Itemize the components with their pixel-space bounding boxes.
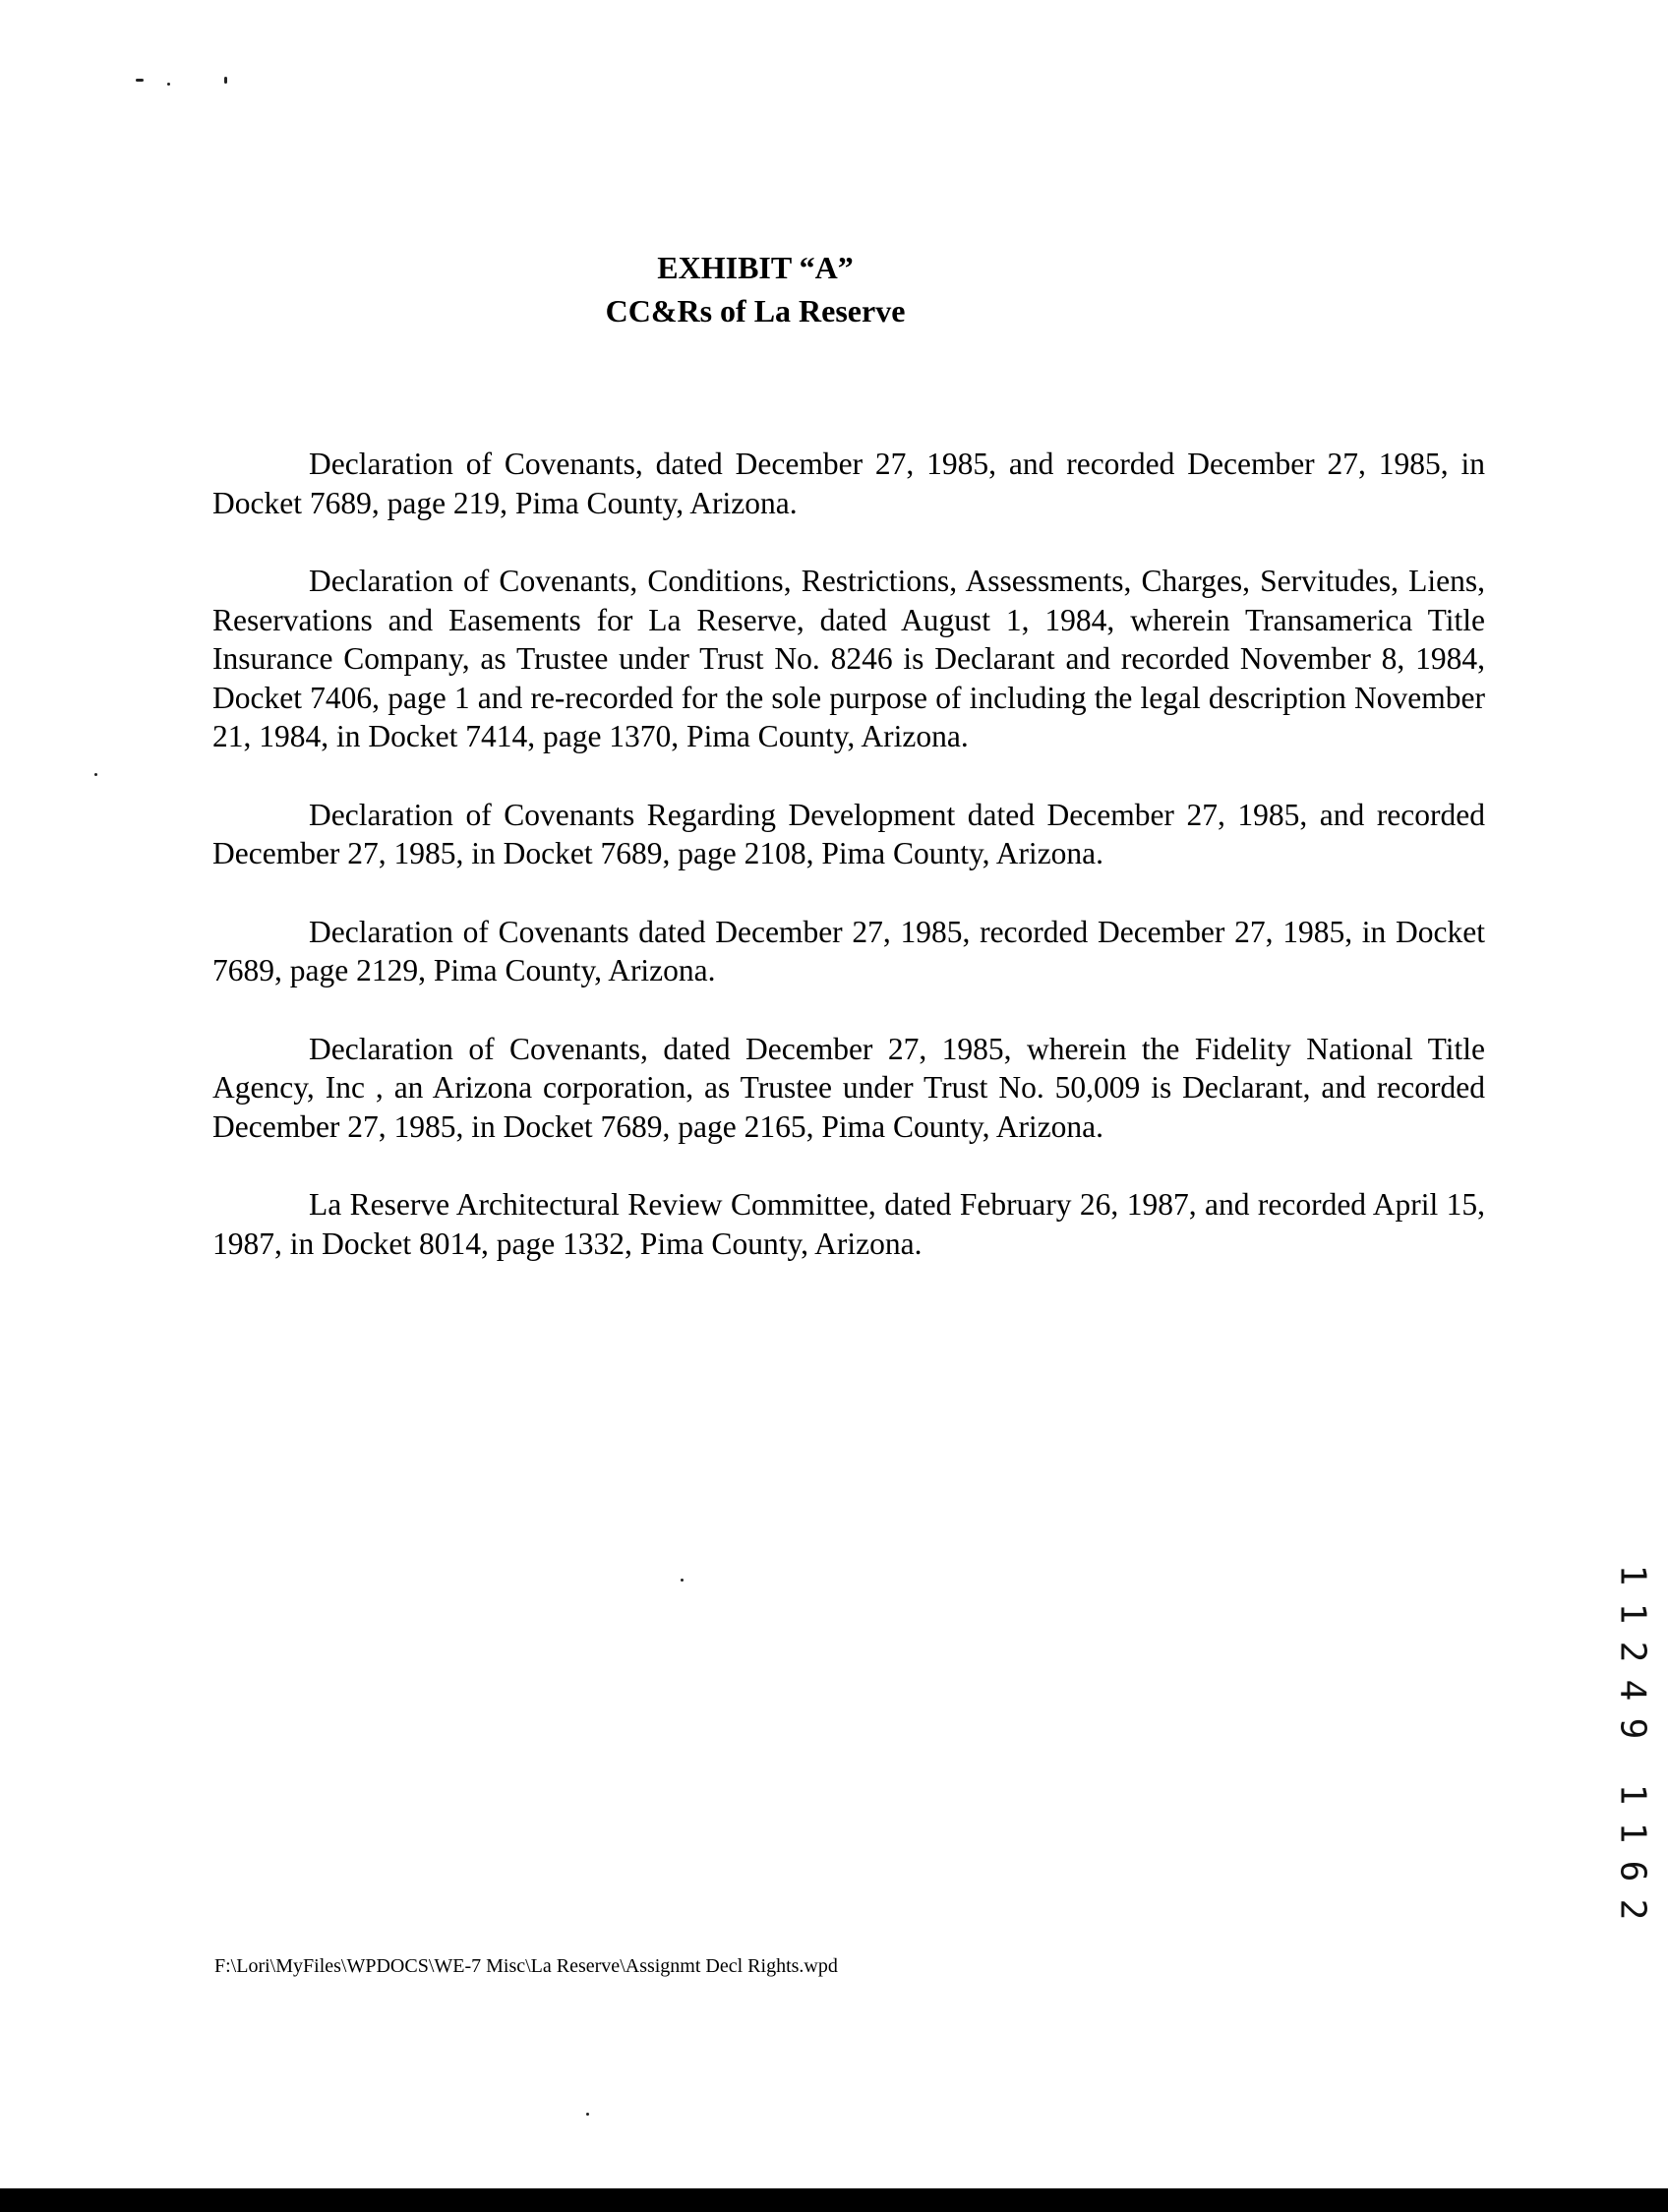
stamp-digit: 2 <box>1612 1641 1653 1663</box>
paragraph-5: Declaration of Covenants, dated December 27, 1985, wherein the Fidelity National Title Agency, Inc , an Arizona corporation, as Trustee under Trust No. 50,009 is Declarant, and recorded December 27, 1985, in Docket 7689, page 2165, Pima County, Arizona. <box>212 1031 1485 1144</box>
document-body <box>212 445 1485 1302</box>
stamp-digit: 9 <box>1612 1717 1653 1740</box>
scan-speck <box>136 79 144 82</box>
docket-number <box>1613 1556 1652 1748</box>
scan-speck <box>167 83 170 86</box>
paragraph-4: Declaration of Covenants dated December 27, 1985, recorded December 27, 1985, in Docket 7689, page 2129, Pima County, Arizona. <box>212 914 1485 987</box>
stamp-digit: 1 <box>1612 1783 1653 1806</box>
stamp-digit: 6 <box>1612 1860 1653 1883</box>
paragraph-1: Declaration of Covenants, dated December 27, 1985, and recorded December 27, 1985, in Docket 7689, page 219, Pima County, Arizona. <box>212 447 1485 520</box>
scan-edge-bar <box>0 2188 1668 2212</box>
stamp-digit: 1 <box>1612 1602 1653 1625</box>
exhibit-title: EXHIBIT “A” <box>657 250 854 285</box>
scan-speck <box>94 773 97 776</box>
scan-speck <box>586 2113 589 2116</box>
docket-stamp <box>1613 1556 1652 1956</box>
stamp-digit: 1 <box>1612 1564 1653 1586</box>
exhibit-heading <box>0 246 1668 332</box>
stamp-digit: 4 <box>1612 1679 1653 1702</box>
stamp-digit: 2 <box>1612 1898 1653 1921</box>
scan-speck <box>224 77 227 84</box>
page-number <box>1613 1775 1652 1929</box>
scan-speck <box>681 1579 684 1582</box>
stamp-digit: 1 <box>1612 1822 1653 1844</box>
file-path-footer: F:\Lori\MyFiles\WPDOCS\WE-7 Misc\La Reserve\Assignmt Decl Rights.wpd <box>214 1955 838 1977</box>
paragraph-2: Declaration of Covenants, Conditions, Restrictions, Assessments, Charges, Servitudes, Liens, Reservations and Easements for La Reserve, dated August 1, 1984, wherein Transamerica Title Insurance Company, as Trustee under Trust No. 8246 is Declarant and recorded November 8, 1984, Docket 7406, page 1 and re-recorded for the sole purpose of including the legal description November 21, 1984, in Docket 7414, page 1370, Pima County, Arizona. <box>212 564 1485 753</box>
paragraph-6: La Reserve Architectural Review Committee, dated February 26, 1987, and recorded April 15, 1987, in Docket 8014, page 1332, Pima County, Arizona. <box>212 1187 1485 1261</box>
exhibit-subtitle: CC&Rs of La Reserve <box>605 293 906 329</box>
paragraph-3: Declaration of Covenants Regarding Development dated December 27, 1985, and recorded December 27, 1985, in Docket 7689, page 2108, Pima County, Arizona. <box>212 797 1485 870</box>
